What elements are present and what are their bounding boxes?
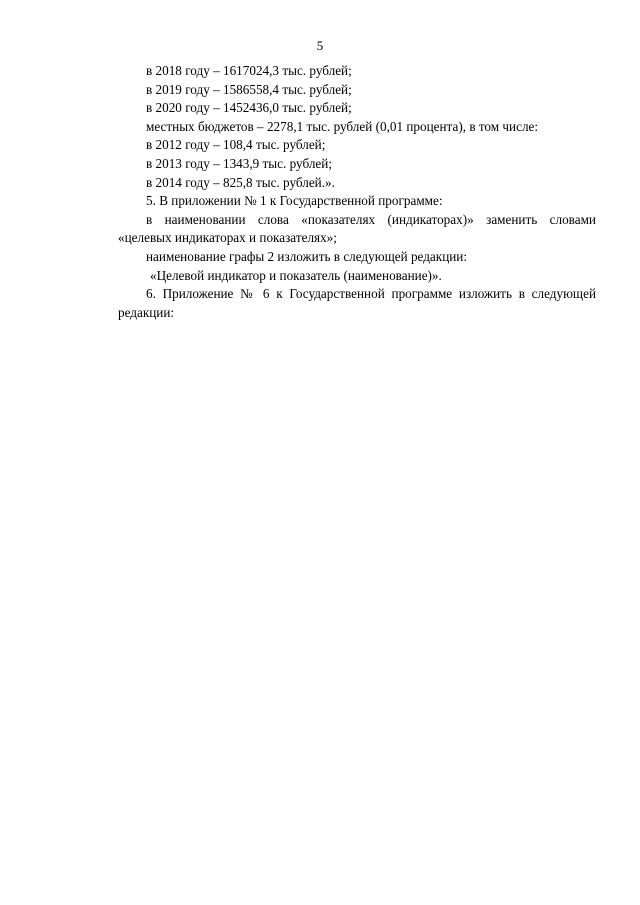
funding-line-2018: в 2018 году – 1617024,3 тыс. рублей; bbox=[146, 63, 352, 78]
item-6-line-1: 6. Приложение № 6 к Государственной программе изложить в следующей bbox=[146, 286, 596, 302]
document-body bbox=[118, 62, 596, 322]
item-5-paragraph-line-2: «целевых индикаторах и показателях»; bbox=[118, 230, 337, 246]
item-5-paragraph-line-1: в наименовании слова «показателях (индикаторах)» заменить словами bbox=[146, 211, 596, 227]
funding-line-2019: в 2019 году – 1586558,4 тыс. рублей; bbox=[146, 81, 352, 97]
item-6-line-2: редакции: bbox=[118, 304, 175, 320]
item-5-heading: 5. В приложении № 1 к Государственной программе: bbox=[146, 193, 443, 209]
funding-line-2020: в 2020 году – 1452436,0 тыс. рублей; bbox=[146, 100, 352, 116]
column-2-rename-line: наименование графы 2 изложить в следующей редакции: bbox=[146, 248, 468, 264]
local-budgets-line: местных бюджетов – 2278,1 тыс. рублей (0,01 процента), в том числе: bbox=[146, 118, 539, 134]
page-number: 5 bbox=[316, 38, 324, 53]
funding-line-2013: в 2013 году – 1343,9 тыс. рублей; bbox=[146, 155, 332, 171]
column-2-new-name: «Целевой индикатор и показатель (наименование)». bbox=[150, 267, 442, 283]
funding-line-2014: в 2014 году – 825,8 тыс. рублей.». bbox=[146, 174, 335, 190]
funding-line-2012: в 2012 году – 108,4 тыс. рублей; bbox=[146, 137, 326, 153]
